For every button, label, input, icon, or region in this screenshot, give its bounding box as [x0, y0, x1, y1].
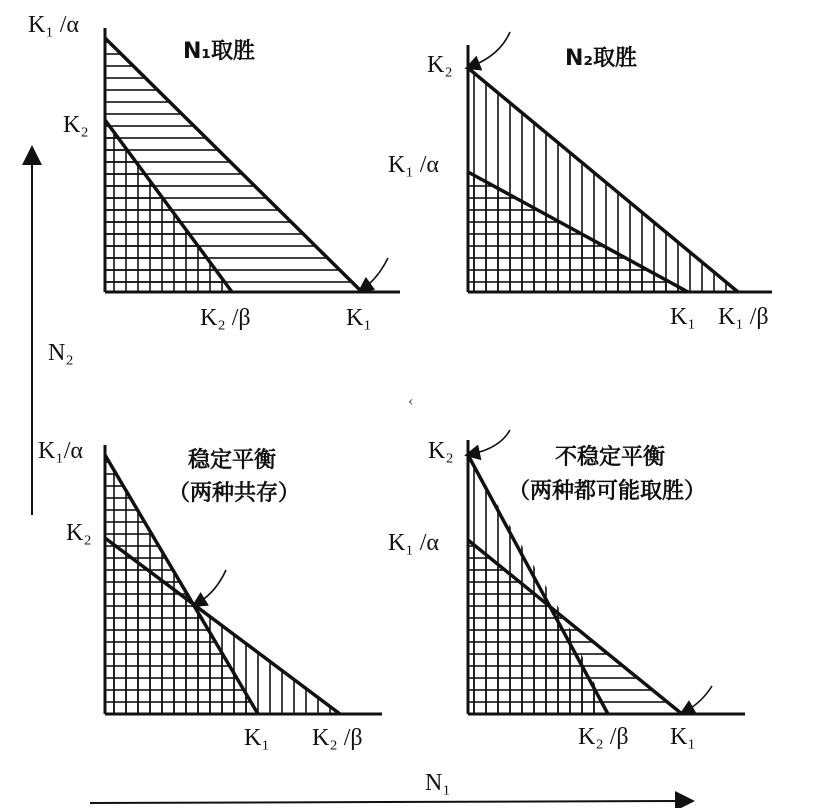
equilibrium-arrow — [364, 258, 388, 288]
equilibrium-arrow — [198, 570, 226, 603]
x-label-right: K₁ /β — [718, 304, 769, 330]
y-label-top: K₁/α — [38, 438, 83, 464]
global-x-axis — [90, 770, 685, 803]
y-label-top: K₁ /α — [28, 12, 79, 38]
region-grid — [105, 538, 258, 714]
y-label-top: K₂ — [428, 438, 454, 464]
y-label-top: K₂ — [427, 52, 453, 78]
panel-n1-wins — [28, 12, 400, 331]
y-axis-label: N₂ — [48, 340, 74, 366]
region-grid — [468, 540, 608, 714]
x-label-right: K₂ /β — [312, 725, 363, 751]
panel-title-line-2: （两种都可能取胜） — [508, 479, 707, 504]
stray-mark: ‹ — [408, 394, 414, 410]
panel-n2-wins — [388, 32, 772, 330]
equilibrium-arrow — [472, 32, 510, 66]
panel-title-line-1: 稳定平衡 — [188, 448, 277, 473]
x-label-left: K₁ — [244, 725, 270, 751]
y-label-bottom: K₁ /α — [388, 152, 439, 178]
x-label-right: K₁ — [670, 724, 696, 750]
panel-stable — [38, 438, 382, 751]
x-axis-label: N₁ — [425, 770, 451, 796]
panel-unstable — [388, 430, 745, 750]
x-label-right: K₁ — [346, 305, 372, 331]
y-label-bottom: K₂ — [63, 112, 89, 138]
y-label-bottom: K₂ — [66, 520, 92, 546]
panel-title: N₂取胜 — [565, 46, 638, 71]
x-label-left: K₂ /β — [200, 305, 251, 331]
panel-title: N₁取胜 — [183, 39, 256, 64]
x-label-left: K₁ — [670, 304, 696, 330]
y-label-bottom: K₁ /α — [388, 530, 439, 556]
equilibrium-arrow-top — [472, 430, 510, 454]
equilibrium-arrow-bottom — [686, 686, 712, 711]
x-label-left: K₂ /β — [578, 724, 629, 750]
panel-title-line-2: （两种共存） — [168, 481, 301, 506]
panel-title-line-1: 不稳定平衡 — [555, 445, 666, 470]
